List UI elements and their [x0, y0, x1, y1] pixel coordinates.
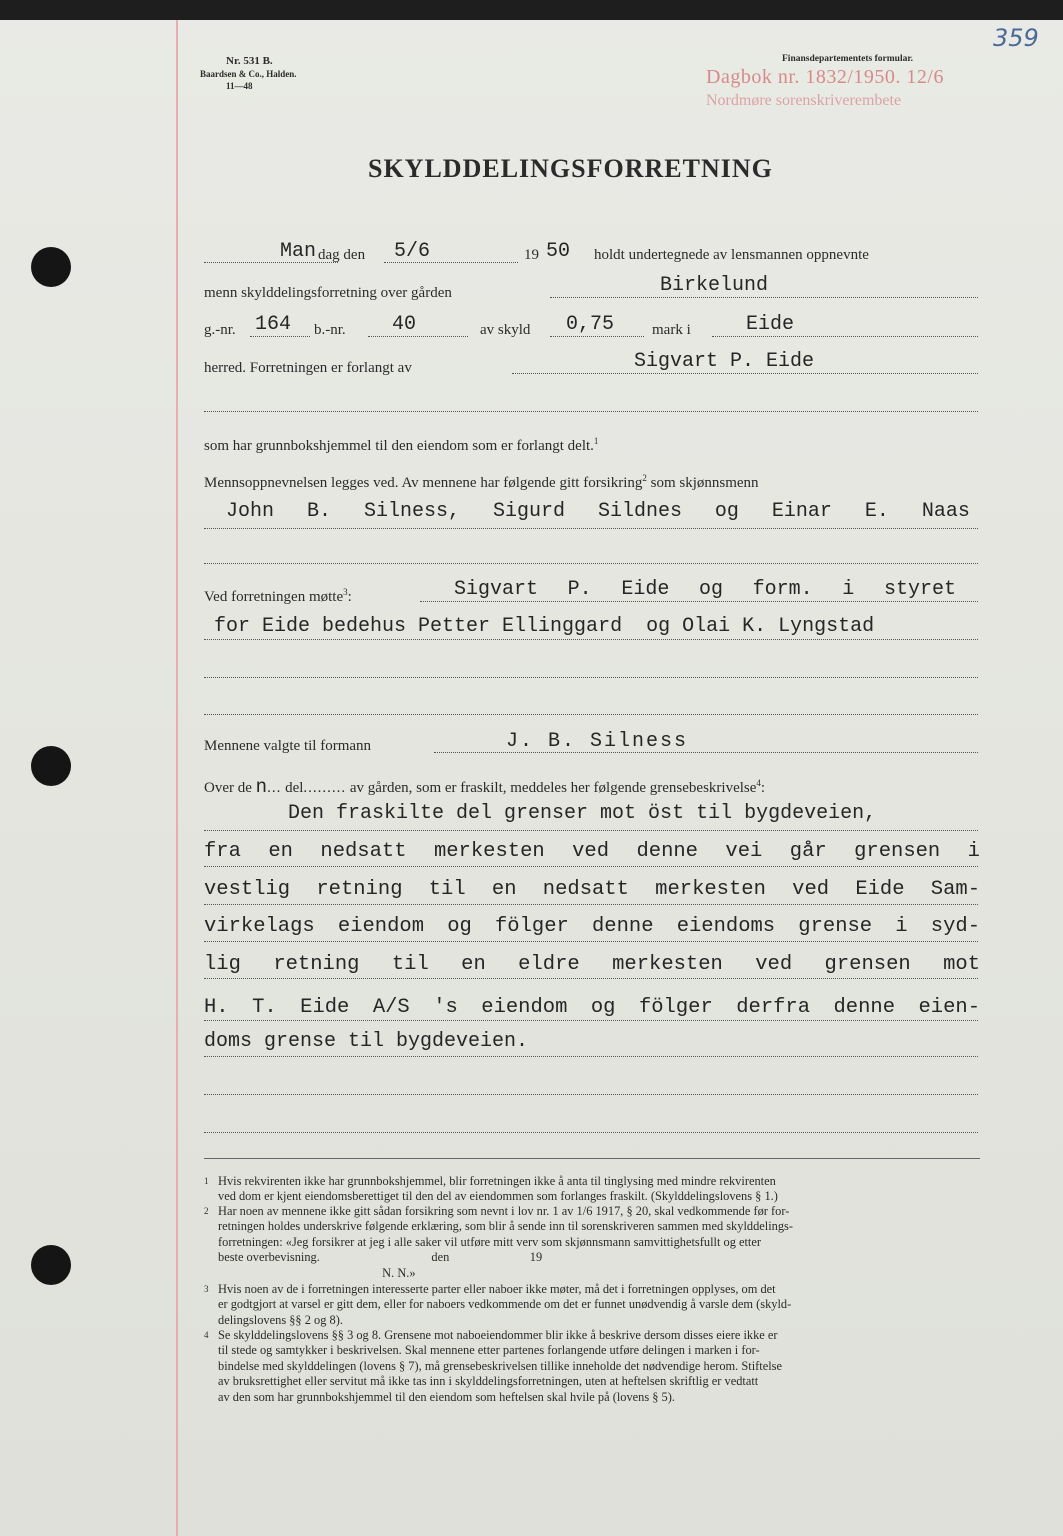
gnr-label: g.-nr. [204, 322, 236, 338]
printer-name: Baardsen & Co., Halden. [200, 69, 297, 79]
name-word: B. [306, 500, 331, 523]
dotted-line [204, 639, 978, 640]
name-word: Einar [771, 500, 832, 523]
grunnbok-text: som har grunnbokshjemmel til den eiendom som er forlangt delt.$^1$ [204, 436, 599, 454]
dotted-line [204, 978, 978, 979]
oath-names [226, 500, 970, 523]
attended-word: form. [752, 578, 813, 601]
attended-word: og [698, 578, 723, 601]
name-word: John [226, 500, 275, 523]
bnr-label: b.-nr. [314, 322, 346, 338]
form-number: Nr. 531 B. [226, 55, 273, 67]
oath-text: Mennsoppnevnelsen legges ved. Av mennene har følgende gitt forsikring$^2$ som skjønnsmenn [204, 473, 759, 491]
year-value: 50 [546, 240, 571, 263]
attended-word: P. [567, 578, 592, 601]
attended-line-1 [454, 578, 956, 601]
dotted-line [204, 563, 978, 564]
attended-label: Ved forretningen møtte$^3$: [204, 587, 352, 605]
requested-by: Sigvart P. Eide [634, 350, 815, 373]
attended-word: Sigvart [454, 578, 539, 601]
date-value: 5/6 [394, 240, 431, 263]
over-line: Over de n... del......... av gården, som er fraskilt, meddeles her følgende grensebeskrivelse$^4$: [204, 776, 766, 798]
dotted-line [712, 336, 978, 337]
name-word: E. [864, 500, 889, 523]
punch-hole [31, 746, 71, 786]
dotted-line [204, 411, 978, 412]
dotted-line [420, 601, 978, 602]
punch-hole [31, 1245, 71, 1285]
footnote-1: 1 Hvis rekvirenten ikke har grunnbokshjemmel, blir forretningen ikke å anta til tinglysing med mindre rekvirenten ved dom er kjent eiendomsberettiget til den del av eiendommen som forlanges fraskilt. (Skylddelingslovens § 1.) [204, 1174, 778, 1204]
bnr-value: 40 [392, 313, 417, 336]
description-line: doms grense til bygdeveien. [204, 1030, 529, 1053]
dotted-line [512, 373, 978, 374]
dotted-line [204, 1020, 978, 1021]
footnote-3: 3 Hvis noen av de i forretningen interesserte parter eller naboer ikke møter, må det i forretningen opplyses, om det er godtgjort at varsel er gitt dem, eller for naboers vedkommende om det er funnet unødvendig å varsle dem (skyld- delingslovens §§ 2 og 8). [204, 1282, 792, 1327]
dotted-line [550, 297, 978, 298]
description-line: H. T. Eide A/S 's eiendom og fölger derfra denne eien- [204, 996, 980, 1019]
court-stamp: Nordmøre sorenskriverembete [706, 92, 902, 109]
dotted-line [204, 1056, 978, 1057]
footnote-4: 4 Se skylddelingslovens §§ 3 og 8. Grensene mot naboeiendommer blir ikke å beskrive dersom disses eiere ikke er til stede og samtykker i beskrivelsen. Skal mennene etter partenes forlangende utføre delingen i marken i for- bindelse med skylddelingen (lovens § 7), må grensebeskrivelsen tillike inneholde det nødvendige herom. Stiftelse av bruksrettighet eller servitut må ikke tas inn i skylddelingsforretningen, uten at heftelsen skriftlig er vedtatt av den som har grunnbokshjemmel til den eiendom som heftelsen skal hvile på (lovens § 5). [204, 1328, 782, 1404]
skyld-value: 0,75 [566, 313, 615, 336]
attended-word: i [842, 578, 855, 601]
document-title: SKYLDDELINGSFORRETNING [368, 154, 773, 183]
print-date: 11—48 [226, 81, 253, 91]
attended-line-2: for Eide bedehus Petter Ellinggard og Olai K. Lyngstad [214, 615, 875, 638]
requested-label: herred. Forretningen er forlangt av [204, 360, 412, 376]
dotted-line [204, 866, 978, 867]
municipality: Eide [746, 313, 795, 336]
skyld-label: av skyld [480, 322, 531, 338]
name-word: Sildnes [597, 500, 682, 523]
footnote-rule [204, 1158, 980, 1159]
description-line: vestlig retning til en nedsatt merkesten ved Eide Sam- [204, 878, 980, 901]
dotted-line [204, 528, 978, 529]
line2-label: menn skylddelingsforretning over gården [204, 285, 452, 301]
name-word: Silness, [363, 500, 460, 523]
chair-label: Mennene valgte til formann [204, 738, 372, 754]
dotted-line [204, 1094, 978, 1095]
ministry-note: Finansdepartementets formular. [782, 54, 914, 64]
dotted-line [204, 904, 978, 905]
day-label: dag den [318, 247, 366, 263]
margin-rule [176, 20, 178, 1536]
mark-label: mark i [652, 322, 691, 338]
line1-text: holdt undertegnede av lensmannen oppnevnte [594, 247, 869, 263]
description-line: fra en nedsatt merkesten ved denne vei går grensen i [204, 840, 980, 863]
scan-top-edge [0, 0, 1063, 20]
description-line: virkelags eiendom og fölger denne eiendoms grense i syd- [204, 915, 980, 938]
name-word: Sigurd [492, 500, 565, 523]
year-prefix: 19 [524, 247, 539, 263]
footnote-2: 2 Har noen av mennene ikke gitt sådan forsikring som nevnt i lov nr. 1 av 1/6 1917, § 20, skal vedkommende før for- retningen holdes underskrive følgende erklæring, som blir å sende inn til sorenskriveren sammen med skylddelings- forretningen: «Jeg forsikrer at jeg i alle saker vil utføre mitt verv som skjønnsmann samvittighetsfullt og etter beste overbevisning. den 19 N. N.» [204, 1204, 794, 1280]
chair-name: J. B. Silness [506, 730, 689, 753]
dotted-line [204, 1132, 978, 1133]
dotted-line [250, 336, 310, 337]
dotted-line [204, 830, 978, 831]
farm-name: Birkelund [660, 274, 769, 297]
gnr-value: 164 [255, 313, 292, 336]
day-prefix: Man [280, 240, 317, 263]
dotted-line [204, 714, 978, 715]
page-number: 359 [993, 24, 1039, 52]
dotted-line [368, 336, 468, 337]
dotted-line [204, 941, 978, 942]
attended-word: Eide [621, 578, 670, 601]
name-word: og [714, 500, 739, 523]
journal-stamp: Dagbok nr. 1832/1950. 12/6 [706, 66, 944, 88]
dotted-line [550, 336, 644, 337]
attended-word: styret [883, 578, 956, 601]
dotted-line [204, 677, 978, 678]
description-line: lig retning til en eldre merkesten ved grensen mot [204, 953, 980, 976]
punch-hole [31, 247, 71, 287]
name-word: Naas [921, 500, 970, 523]
description-line: Den fraskilte del grenser mot öst til bygdeveien, [288, 802, 877, 825]
